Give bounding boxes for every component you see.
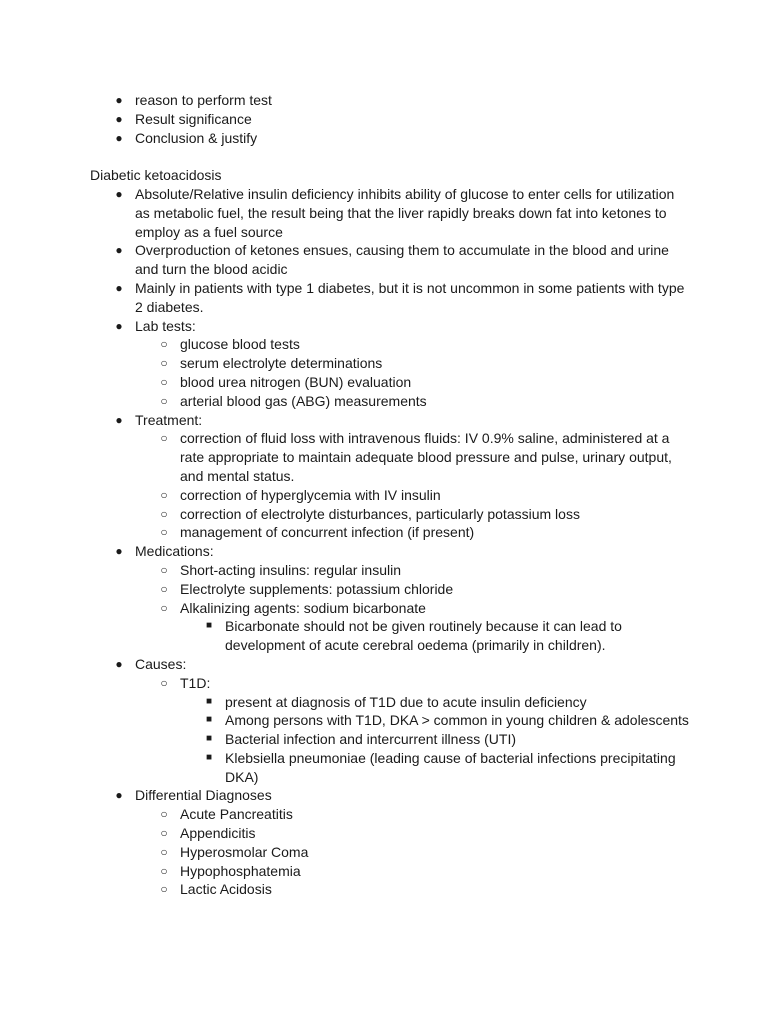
list-item: ○ blood urea nitrogen (BUN) evaluation — [135, 373, 690, 392]
treatment-list — [135, 429, 690, 542]
bicarbonate-note-list — [180, 617, 690, 655]
bullet-dot: ● — [115, 243, 123, 258]
list-item: ● Overproduction of ketones ensues, causing them to accumulate in the blood and urine and turn the blood acidic — [90, 241, 690, 279]
list-item: ○ arterial blood gas (ABG) measurements — [135, 392, 690, 411]
list-item: ○ Hyperosmolar Coma — [135, 843, 690, 862]
list-item: ○ Short-acting insulins: regular insulin — [135, 561, 690, 580]
treatment-item: ● Treatment: ○ correction of fluid loss with intravenous fluids: IV 0.9% saline, administered at a rate appropriate to maintain adequate blood pressure and pulse, urinary output, and mental status. ○ correction of hyperglycemia with IV insulin ○ correction of electrolyte disturbances, particularly potassium loss ○ management of concurrent infection (if present) — [90, 411, 690, 543]
bullet-dot: ● — [115, 111, 123, 126]
lab-tests-item: ● Lab tests: ○ glucose blood tests ○ serum electrolyte determinations ○ blood urea nitrogen (BUN) evaluation ○ arterial blood gas (ABG) measurements — [90, 317, 690, 411]
list-item: ○ glucose blood tests — [135, 335, 690, 354]
bullet-dot: ● — [115, 93, 123, 107]
list-item: ○ Alkalinizing agents: sodium bicarbonate ■ Bicarbonate should not be given routinely because it can lead to development of acute cerebral oedema (primarily in children). — [135, 599, 690, 655]
bullet-circle: ○ — [160, 506, 168, 521]
bullet-circle: ○ — [160, 675, 168, 690]
bullet-dot: ● — [115, 318, 123, 333]
bullet-square: ■ — [205, 620, 213, 632]
bullet-circle: ○ — [160, 581, 168, 596]
list-item: ○ Lactic Acidosis — [135, 880, 690, 899]
bullet-circle: ○ — [160, 863, 168, 878]
list-item: ○ Electrolyte supplements: potassium chloride — [135, 580, 690, 599]
bullet-circle: ○ — [160, 337, 168, 352]
list-item: ■ Bacterial infection and intercurrent illness (UTI) — [180, 730, 690, 749]
bullet-circle: ○ — [160, 431, 168, 446]
list-item: ■ Bicarbonate should not be given routinely because it can lead to development of acute cerebral oedema (primarily in children). — [180, 617, 690, 655]
differential-list — [135, 805, 690, 899]
bullet-circle: ○ — [160, 600, 168, 615]
list-item: ● Result significance — [90, 110, 690, 129]
list-item: ○ Hypophosphatemia — [135, 862, 690, 881]
t1d-causes-list — [180, 693, 690, 787]
list-item: ■ present at diagnosis of T1D due to acute insulin deficiency — [180, 693, 690, 712]
dka-list — [90, 185, 690, 899]
bullet-dot: ● — [115, 186, 123, 201]
bullet-circle: ○ — [160, 826, 168, 841]
list-item: ○ correction of electrolyte disturbances, particularly potassium loss — [135, 505, 690, 524]
bullet-circle: ○ — [160, 487, 168, 502]
bullet-circle: ○ — [160, 525, 168, 540]
list-item: ● Absolute/Relative insulin deficiency inhibits ability of glucose to enter cells for utilization as metabolic fuel, the result being that the liver rapidly breaks down fat into ketones to employ as a fuel source — [90, 185, 690, 241]
list-item: ○ T1D: ■ present at diagnosis of T1D due to acute insulin deficiency ■ Among persons with T1D, DKA > common in young children & adolescents ■ Bacterial infection and intercurrent illness (UTI) ■ Klebsiella pneumoniae (leading cause of bacterial infections precipitating DKA) — [135, 674, 690, 787]
list-item: ● reason to perform test — [90, 91, 690, 110]
bullet-dot: ● — [115, 280, 123, 295]
list-item: ○ correction of fluid loss with intravenous fluids: IV 0.9% saline, administered at a rate appropriate to maintain adequate blood pressure and pulse, urinary output, and mental status. — [135, 429, 690, 485]
document-body — [90, 91, 690, 899]
list-item: ● Mainly in patients with type 1 diabetes, but it is not uncommon in some patients with type 2 diabetes. — [90, 279, 690, 317]
differential-item: ● Differential Diagnoses ○ Acute Pancreatitis ○ Appendicitis ○ Hyperosmolar Coma ○ Hypophosphatemia ○ Lactic Acidosis — [90, 786, 690, 899]
blank-line — [90, 147, 690, 166]
bullet-circle: ○ — [160, 393, 168, 408]
list-item: ○ correction of hyperglycemia with IV insulin — [135, 486, 690, 505]
list-item: ● Conclusion & justify — [90, 129, 690, 148]
bullet-square: ■ — [205, 751, 213, 763]
list-item: ○ Acute Pancreatitis — [135, 805, 690, 824]
section-title: Diabetic ketoacidosis — [90, 167, 222, 184]
bullet-circle: ○ — [160, 807, 168, 822]
bullet-dot: ● — [115, 544, 123, 559]
bullet-circle: ○ — [160, 356, 168, 371]
list-item: ○ management of concurrent infection (if present) — [135, 523, 690, 542]
bullet-circle: ○ — [160, 882, 168, 897]
bullet-dot: ● — [115, 788, 123, 803]
bullet-dot: ● — [115, 656, 123, 671]
list-item: ■ Among persons with T1D, DKA > common in young children & adolescents — [180, 711, 690, 730]
bullet-dot: ● — [115, 412, 123, 427]
causes-list — [135, 674, 690, 787]
lab-tests-list — [135, 335, 690, 410]
list-item: ■ Klebsiella pneumoniae (leading cause of bacterial infections precipitating DKA) — [180, 749, 690, 787]
list-item: ○ Appendicitis — [135, 824, 690, 843]
bullet-square: ■ — [205, 714, 213, 726]
bullet-circle: ○ — [160, 374, 168, 389]
bullet-dot: ● — [115, 130, 123, 145]
medications-item: ● Medications: ○ Short-acting insulins: regular insulin ○ Electrolyte supplements: potassium chloride ○ Alkalinizing agents: sodium bicarbonate ■ Bicarbonate should not be given routinely because it can lead to development of acute cerebral oedema (primarily in children). — [90, 542, 690, 655]
causes-item: ● Causes: ○ T1D: ■ present at diagnosis of T1D due to acute insulin deficiency ■ Among persons with T1D, DKA > common in young children & adolescents ■ Bacterial infection and intercurrent illness (UTI) ■ Klebsiella pneumoniae (leading cause of bacterial infections precipitating DKA) — [90, 655, 690, 787]
bullet-square: ■ — [205, 733, 213, 745]
list-item: ○ serum electrolyte determinations — [135, 354, 690, 373]
medications-list — [135, 561, 690, 655]
bullet-circle: ○ — [160, 562, 168, 577]
bullet-square: ■ — [205, 695, 213, 707]
intro-list — [90, 91, 690, 147]
bullet-circle: ○ — [160, 844, 168, 859]
